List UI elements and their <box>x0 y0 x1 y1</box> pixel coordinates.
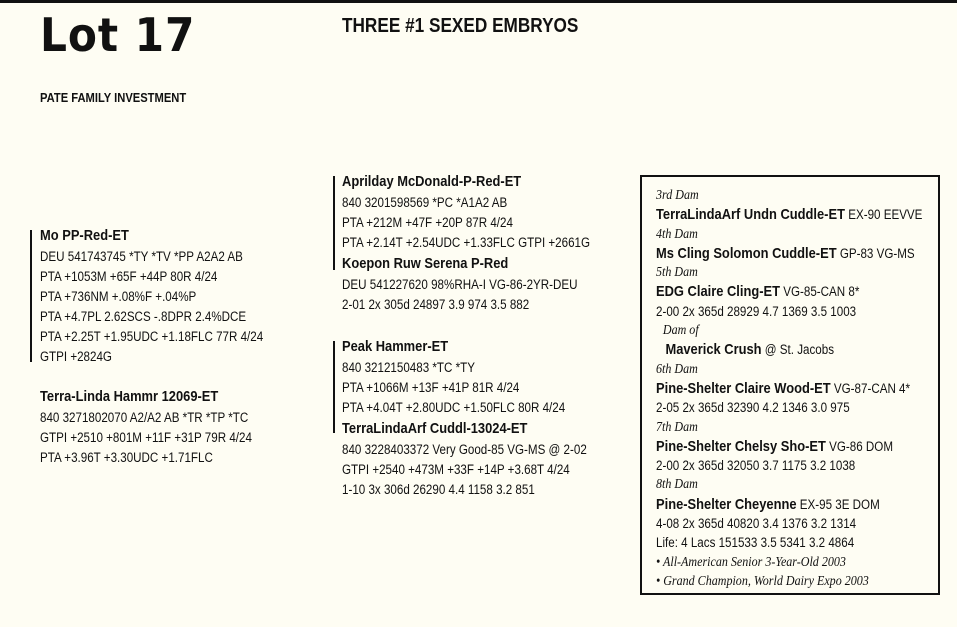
dam-label: 6th Dam <box>656 361 698 377</box>
sire-line: PTA +4.7PL 2.62SCS -.8DPR 2.4%DCE <box>40 309 247 324</box>
dam-name: TerraLindaArf Undn Cuddle-ET <box>656 206 845 224</box>
sire-name: Mo PP-Red-ET <box>40 227 129 244</box>
classification: VG-85-CAN 8* <box>783 284 860 300</box>
award-note: • Grand Champion, World Dairy Expo 2003 <box>656 573 869 589</box>
dam-line: GTPI +2510 +801M +11F +31P 79R 4/24 <box>40 430 252 445</box>
pedigree-bracket-upper <box>333 176 335 270</box>
dam-label: 3rd Dam <box>656 188 699 203</box>
production-record: 2-05 2x 365d 32390 4.2 1346 3.0 975 <box>656 400 850 416</box>
maternal-granddam-line: 1-10 3x 306d 26290 4.4 1158 3.2 851 <box>342 482 535 497</box>
dam-name: Ms Cling Solomon Cuddle-ET <box>656 244 837 262</box>
production-record: 4-08 2x 365d 40820 3.4 1376 3.2 1314 <box>656 516 857 532</box>
top-rule <box>0 0 957 3</box>
dam-name: Pine-Shelter Cheyenne <box>656 495 797 513</box>
dam-name: Pine-Shelter Claire Wood-ET <box>656 379 831 397</box>
dam-of-label: Dam of <box>662 323 699 339</box>
maternal-grandsire-block <box>342 336 587 500</box>
dam-line: PTA +3.96T +3.30UDC +1.71FLC <box>40 450 213 465</box>
dam-line: 840 3271802070 A2/A2 AB *TR *TP *TC <box>40 410 249 425</box>
consignor: PATE FAMILY INVESTMENT <box>40 90 187 105</box>
paternal-granddam-line: DEU 541227620 98%RHA-I VG-86-2YR-DEU <box>342 277 578 292</box>
offspring-name: Maverick Crush <box>665 341 762 359</box>
paternal-granddam-line: 2-01 2x 305d 24897 3.9 974 3.5 882 <box>342 297 530 312</box>
dam-name: Terra-Linda Hammr 12069-ET <box>40 388 219 405</box>
maternal-granddam-line: GTPI +2540 +473M +33F +14P +3.68T 4/24 <box>342 462 570 477</box>
dam-label: 5th Dam <box>656 265 698 281</box>
classification: VG-87-CAN 4* <box>833 380 911 396</box>
page-title: THREE #1 SEXED EMBRYOS <box>342 15 579 37</box>
sire-line: DEU 541743745 *TY *TV *PP A2A2 AB <box>40 249 243 264</box>
maternal-granddam-line: 840 3228403372 Very Good-85 VG-MS @ 2-02 <box>342 442 587 457</box>
paternal-grandsire-block <box>342 171 590 315</box>
paternal-granddam-name: Koepon Ruw Serena P-Red <box>342 255 509 272</box>
classification: EX-90 EEVVE <box>848 207 923 223</box>
lifetime-record: Life: 4 Lacs 151533 3.5 5341 3.2 4864 <box>656 535 855 551</box>
sire-line: PTA +736NM +.08%F +.04%P <box>40 289 197 304</box>
maternal-family-list <box>656 186 922 591</box>
lot-number: Lot 17 <box>40 8 196 62</box>
paternal-grandsire-line: PTA +2.14T +2.54UDC +1.33FLC GTPI +2661G <box>342 235 591 250</box>
dam-block <box>40 386 252 468</box>
sire-block <box>40 225 263 367</box>
paternal-grandsire-line: PTA +212M +47F +20P 87R 4/24 <box>342 215 513 230</box>
classification: GP-83 VG-MS <box>839 245 915 261</box>
dam-label: 8th Dam <box>656 477 698 493</box>
sire-line: GTPI +2824G <box>40 349 112 364</box>
maternal-grandsire-line: PTA +4.04T +2.80UDC +1.50FLC 80R 4/24 <box>342 400 566 415</box>
sire-line: PTA +1053M +65F +44P 80R 4/24 <box>40 269 218 284</box>
paternal-grandsire-name: Aprilday McDonald-P-Red-ET <box>342 173 522 190</box>
production-record: 2-00 2x 365d 28929 4.7 1369 3.5 1003 <box>656 303 857 319</box>
maternal-granddam-name: TerraLindaArf Cuddl-13024-ET <box>342 420 528 437</box>
offspring-location: @ St. Jacobs <box>764 342 835 358</box>
classification: EX-95 3E DOM <box>799 496 880 512</box>
pedigree-bracket-sire <box>30 230 32 362</box>
maternal-grandsire-name: Peak Hammer-ET <box>342 338 449 355</box>
maternal-grandsire-line: PTA +1066M +13F +41P 81R 4/24 <box>342 380 520 395</box>
production-record: 2-00 2x 365d 32050 3.7 1175 3.2 1038 <box>656 458 856 474</box>
dam-label: 4th Dam <box>656 226 698 242</box>
dam-name: Pine-Shelter Chelsy Sho-ET <box>656 437 826 455</box>
paternal-grandsire-line: 840 3201598569 *PC *A1A2 AB <box>342 195 508 210</box>
maternal-family-box <box>640 175 940 595</box>
dam-name: EDG Claire Cling-ET <box>656 283 781 301</box>
classification: VG-86 DOM <box>829 438 893 454</box>
sire-line: PTA +2.25T +1.95UDC +1.18FLC 77R 4/24 <box>40 329 264 344</box>
award-note: • All-American Senior 3-Year-Old 2003 <box>656 554 846 570</box>
dam-label: 7th Dam <box>656 419 698 435</box>
maternal-grandsire-line: 840 3212150483 *TC *TY <box>342 360 475 375</box>
pedigree-bracket-lower <box>333 341 335 433</box>
